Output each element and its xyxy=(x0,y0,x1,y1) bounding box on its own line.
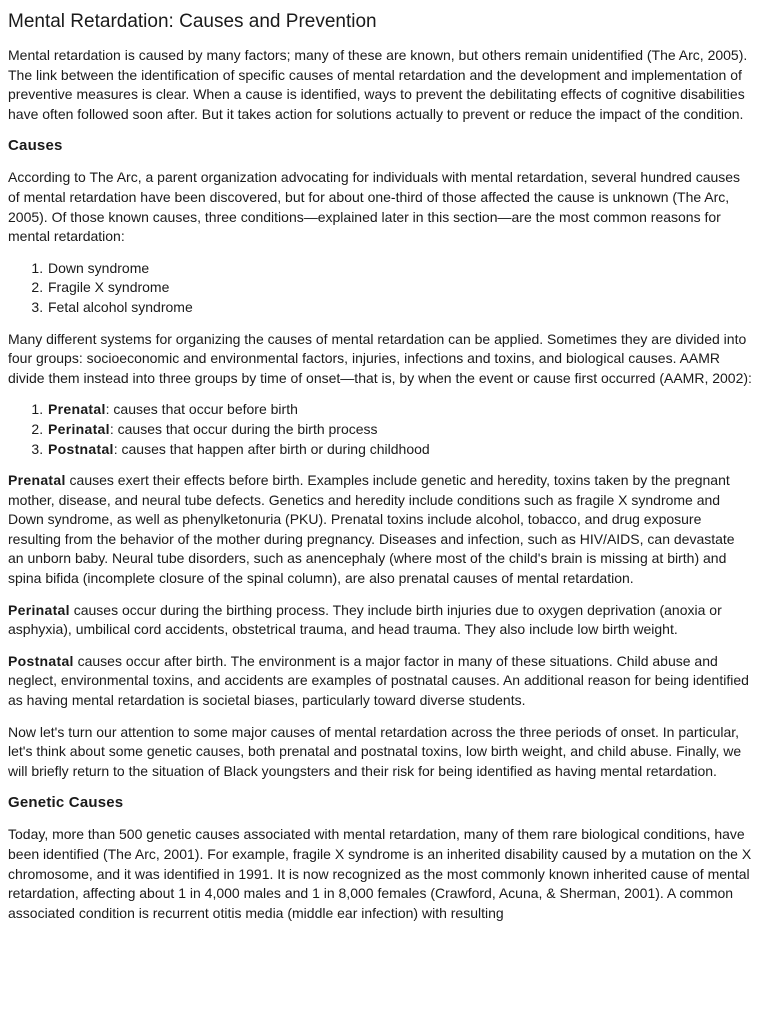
genetic-paragraph-1: Today, more than 500 genetic causes associated with mental retardation, many of them rare biological conditions, have been identified (The Arc, 2001). For example, fragile X syndrome is an inherited disability caused by a mutation on the X chromosome, and it was identified in 1991. It is now recognized as the most commonly known inherited cause of mental retardation, affecting about 1 in 4,000 males and 1 in 8,000 females (Crawford, Acuna, & Sherman, 2001). A common associated condition is recurrent otitis media (middle ear infection) with resulting xyxy=(8,826,752,921)
list-item xyxy=(47,440,754,460)
postnatal-text: causes occur after birth. The environment is a major factor in many of these situations. Child abuse and neglect, environmental toxins, and accidents are examples of postnatal causes. An additional reason for being identified as having mental retardation is societal biases, particularly toward diverse students. xyxy=(8,652,749,709)
prenatal-term: Prenatal xyxy=(8,472,66,489)
term-perinatal: Perinatal xyxy=(48,420,110,437)
page-title: Mental Retardation: Causes and Prevention xyxy=(8,11,377,32)
causes-heading: Causes xyxy=(8,137,63,155)
perinatal-term: Perinatal xyxy=(8,601,70,618)
causes-paragraph-2: Many different systems for organizing the causes of mental retardation can be applied. Sometimes they are divided into four groups: socioeconomic and environmental factors, injuries, infections and toxins, and biological causes. AAMR divide them instead into three groups by time of onset—that is, by when the event or cause first occurred (AAMR, 2002): xyxy=(8,330,752,386)
causes-paragraph-1: According to The Arc, a parent organization advocating for individuals with mental retardation, several hundred causes of mental retardation have been discovered, but for about one-third of those affected the cause is unknown (The Arc, 2005). Of those known causes, three conditions—explained later in this section—are the most common reasons for mental retardation: xyxy=(8,169,741,245)
term-description: : causes that occur during the birth process xyxy=(109,420,378,437)
term-description: : causes that occur before birth xyxy=(105,401,298,418)
perinatal-paragraph xyxy=(8,601,754,640)
onset-groups-list xyxy=(8,400,754,459)
term-postnatal: Postnatal xyxy=(48,440,114,457)
genetic-causes-heading: Genetic Causes xyxy=(8,794,124,812)
list-item xyxy=(47,420,754,440)
list-item: 3. Fetal alcohol syndrome xyxy=(47,298,754,318)
list-item: 1. Down syndrome xyxy=(47,259,754,279)
prenatal-paragraph xyxy=(8,471,754,589)
list-item: 2. Fragile X syndrome xyxy=(47,278,754,298)
prenatal-text: causes exert their effects before birth. Examples include genetic and heredity, toxins taken by the pregnant mother, disease, and neural tube defects. Genetics and heredity include conditions such as fragile X syndrome and Down syndrome, as well as phenylketonuria (PKU). Prenatal toxins include alcohol, tobacco, and drug exposure resulting from the behavior of the mother during pregnancy. Diseases and infection, such as HIV/AIDS, can devastate an unborn baby. Neural tube disorders, such as anencephaly (where most of the child's brain is missing at birth) and spina bifida (incomplete closure of the spinal column), are also prenatal causes of mental retardation. xyxy=(8,472,735,587)
perinatal-text: causes occur during the birthing process. They include birth injuries due to oxygen deprivation (anoxia or asphyxia), umbilical cord accidents, obstetrical trauma, and head trauma. They also include low birth weight. xyxy=(8,601,722,638)
intro-paragraph: Mental retardation is caused by many factors; many of these are known, but others remain unidentified (The Arc, 2005). The link between the identification of specific causes of mental retardation and the development and implementation of preventive measures is clear. When a cause is identified, ways to prevent the debilitating effects of cognitive disabilities have often followed soon after. But it takes action for solutions actually to prevent or reduce the impact of the condition. xyxy=(8,47,748,122)
list-item xyxy=(47,400,754,420)
common-causes-list xyxy=(8,259,754,318)
causes-paragraph-3: Now let's turn our attention to some major causes of mental retardation across the three periods of onset. In particular, let's think about some genetic causes, both prenatal and postnatal toxins, low birth weight, and child abuse. Finally, we will briefly return to the situation of Black youngsters and their risk for being identified as having mental retardation. xyxy=(8,723,742,779)
postnatal-paragraph xyxy=(8,652,754,711)
term-description: : causes that happen after birth or during childhood xyxy=(113,440,430,457)
term-prenatal: Prenatal xyxy=(48,401,106,418)
postnatal-term: Postnatal xyxy=(8,652,74,669)
